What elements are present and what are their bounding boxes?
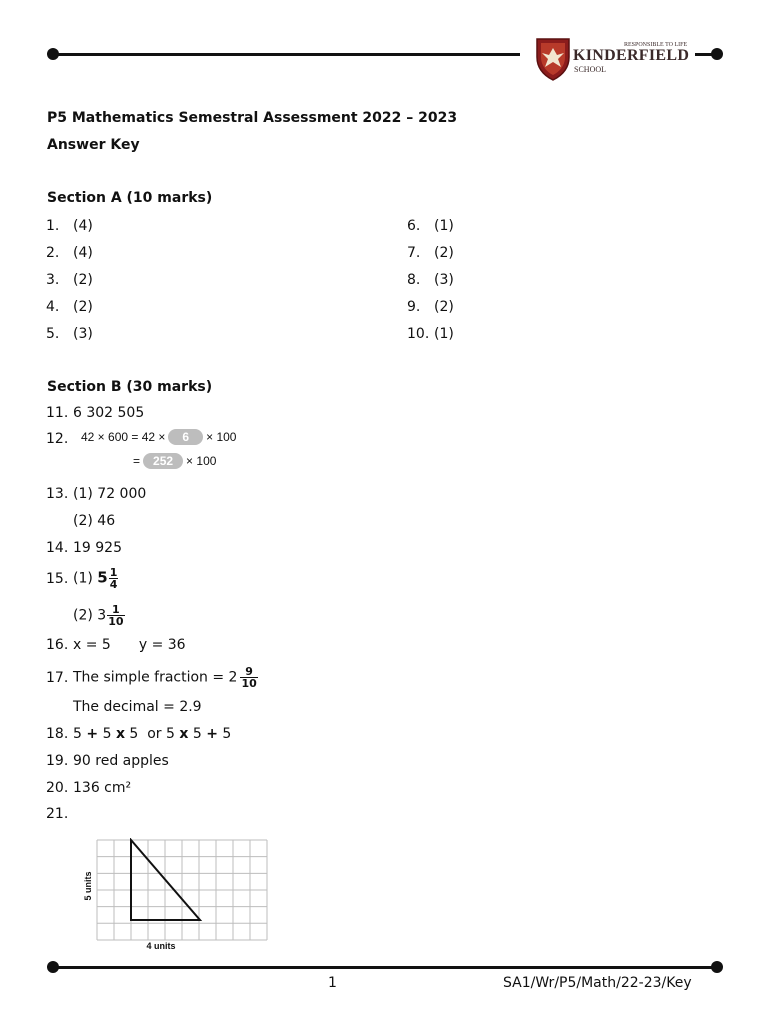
question-number: 4. (46, 299, 60, 315)
question-number: 14. (46, 540, 69, 556)
q17-fraction (240, 666, 257, 689)
q12-line1-left: 42 × 600 = 42 × (81, 430, 166, 444)
footer-rule (53, 966, 717, 969)
q15a-whole: 5 (97, 568, 108, 587)
question-number-21: 21. (46, 806, 69, 822)
q18-part: 5 (102, 726, 112, 742)
q15b-numerator: 1 (107, 604, 124, 616)
question-number: 19. (46, 753, 69, 769)
q18-part: 5 (73, 726, 82, 742)
q17-denominator: 10 (241, 677, 257, 690)
q15a-numerator: 1 (109, 566, 118, 579)
q18-part: 5 (192, 726, 202, 742)
question-number: 8. (407, 272, 421, 288)
q18-part: 5 (222, 726, 232, 742)
q12-equation-line-2 (133, 452, 216, 470)
page-number: 1 (328, 975, 337, 991)
answer-item-16 (46, 636, 186, 654)
q21-grid-diagram (80, 838, 275, 958)
q17-fraction-label: The simple fraction = 2 (73, 669, 238, 686)
answer-value: (2) (434, 245, 454, 261)
question-number: 9. (407, 299, 421, 315)
answer-item (407, 217, 454, 235)
question-number: 6. (407, 218, 421, 234)
answer-item-17-fraction (46, 666, 258, 689)
q15a-fraction (109, 567, 119, 590)
q12-answer-box-2: 252 (143, 453, 183, 469)
header-rule-left (53, 53, 520, 56)
q12-line2-right: × 100 (186, 454, 217, 468)
q15a-denominator: 4 (109, 578, 118, 591)
section-a-heading: Section A (10 marks) (47, 190, 213, 206)
q15b-denominator: 10 (108, 615, 124, 628)
q12-equation-line-1 (81, 428, 236, 446)
question-number: 13. (46, 486, 69, 502)
school-crest-icon (533, 35, 573, 81)
answer-value: (2) (73, 299, 93, 315)
answer-value: (3) (73, 326, 93, 342)
answer-item-14 (46, 539, 122, 557)
answer-item-15b (73, 604, 125, 627)
question-number: 20. (46, 780, 69, 796)
answer-item (46, 325, 93, 343)
height-label: 5 units (83, 871, 93, 901)
answer-item-11 (46, 404, 144, 422)
brand-sub: SCHOOL (574, 65, 607, 74)
header-line-right-dot (711, 48, 723, 60)
question-number: 16. (46, 637, 69, 653)
question-number: 3. (46, 272, 60, 288)
document-title: P5 Mathematics Semestral Assessment 2022 – 2023 (47, 110, 458, 126)
answer-item (407, 325, 454, 343)
answer-item-17-decimal: The decimal = 2.9 (73, 699, 202, 715)
brand-name: KINDERFIELD (573, 47, 690, 64)
answer-item (46, 298, 93, 316)
q18-operator: + (206, 726, 218, 742)
q12-answer-box-1: 6 (168, 429, 203, 445)
q15b-fraction (107, 604, 124, 627)
q18-part: 5 or 5 (129, 726, 175, 742)
answer-value: (1) 72 000 (73, 486, 147, 502)
question-number: 2. (46, 245, 60, 261)
q18-operator: x (115, 726, 125, 742)
question-number: 15. (46, 570, 69, 587)
question-number: 10. (407, 326, 430, 342)
answer-item-20 (46, 779, 131, 797)
answer-value: 90 red apples (73, 753, 169, 769)
question-number: 1. (46, 218, 60, 234)
answer-value: (2) (434, 299, 454, 315)
q12-line1-right: × 100 (206, 430, 237, 444)
answer-value: 19 925 (73, 540, 122, 556)
answer-item (46, 271, 93, 289)
question-number: 17. (46, 669, 69, 686)
document-subtitle: Answer Key (47, 137, 140, 153)
answer-item-15a (46, 567, 118, 590)
answer-value: (1) (434, 326, 454, 342)
question-number: 18. (46, 726, 69, 742)
q17-numerator: 9 (240, 666, 257, 678)
answer-item (407, 298, 454, 316)
answer-value: 6 302 505 (73, 405, 145, 421)
document-code: SA1/Wr/P5/Math/22-23/Key (503, 975, 692, 991)
footer-line-right-dot (711, 961, 723, 973)
answer-value: (3) (434, 272, 454, 288)
q15b-whole: 3 (97, 607, 107, 624)
answer-value: (4) (73, 218, 93, 234)
answer-item (407, 244, 454, 262)
question-number-12: 12. (46, 431, 69, 447)
q15b-label: (2) (73, 607, 93, 624)
answer-item-18 (46, 725, 231, 743)
brand-tagline: RESPONSIBLE TO LIFE (624, 42, 688, 48)
answer-value: (1) (434, 218, 454, 234)
answer-item-19 (46, 752, 169, 770)
grid-lines (97, 840, 267, 940)
answer-item (46, 244, 93, 262)
base-label: 4 units (146, 941, 176, 951)
q18-operator: x (179, 726, 189, 742)
q12-line2-left: = (133, 454, 141, 468)
question-number: 11. (46, 405, 69, 421)
section-b-heading: Section B (30 marks) (47, 379, 213, 395)
answer-item (46, 217, 93, 235)
answer-value: 136 cm² (73, 780, 132, 796)
answer-value: (4) (73, 245, 93, 261)
answer-item-13b: (2) 46 (73, 513, 116, 529)
question-number: 7. (407, 245, 421, 261)
answer-value: (2) (73, 272, 93, 288)
q15a-label: (1) (73, 570, 93, 587)
q18-operator: + (86, 726, 99, 742)
answer-item (407, 271, 454, 289)
q16-y: y = 36 (138, 637, 186, 653)
question-number: 5. (46, 326, 60, 342)
answer-item-13a (46, 485, 146, 503)
q16-x: x = 5 (73, 637, 111, 653)
